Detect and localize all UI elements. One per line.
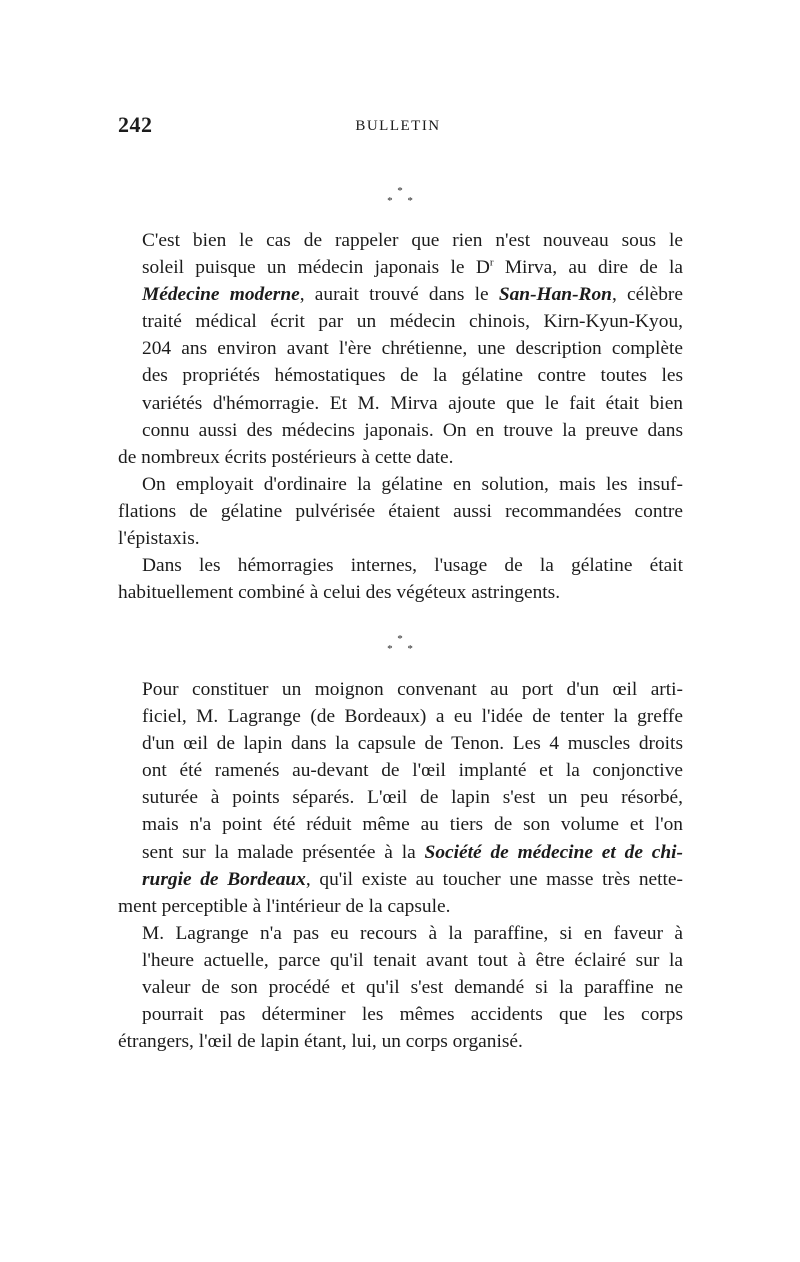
asterism-bottom-stars: * * xyxy=(387,195,419,207)
asterism-top-star: * xyxy=(397,185,403,197)
italic-title: rurgie de Bordeaux xyxy=(142,868,306,890)
italic-title: Médecine moderne xyxy=(142,284,300,306)
text-line: d'un œil de lapin dans la capsule de Tenon. Les 4 muscles droits xyxy=(142,733,683,755)
paragraph-end xyxy=(118,893,683,920)
running-head xyxy=(118,112,678,142)
text-line: étrangers, l'œil de lapin étant, lui, un corps organisé. xyxy=(118,1031,523,1053)
section-gelatine xyxy=(118,227,683,606)
paragraph xyxy=(118,471,683,525)
paragraph-end xyxy=(118,444,683,471)
text-line: On employait d'ordinaire la gélatine en solution, mais les insuf- xyxy=(142,473,683,495)
text-line: sent sur la malade présentée à la Société de médecine et de chi- xyxy=(142,841,683,863)
page-number: 242 xyxy=(118,112,153,137)
paragraph xyxy=(118,552,683,579)
asterism-divider xyxy=(0,634,800,654)
text-line: rurgie de Bordeaux, qu'il existe au toucher une masse très nette- xyxy=(142,868,683,890)
text-line: M. Lagrange n'a pas eu recours à la paraffine, si en faveur à xyxy=(142,922,683,944)
text-line: l'épistaxis. xyxy=(118,528,200,550)
text-line: habituellement combiné à celui des végéteux astringents. xyxy=(118,582,561,604)
text-line: valeur de son procédé et qu'il s'est demandé si la paraffine ne xyxy=(142,977,683,999)
text-line: mais n'a point été réduit même au tiers de son volume et l'on xyxy=(142,814,683,836)
asterism-top-star: * xyxy=(397,633,403,645)
paragraph-end xyxy=(118,579,683,606)
paragraph xyxy=(118,676,683,893)
text-line: soleil puisque un médecin japonais le $D^r$ Mirva, au dire de la xyxy=(142,256,684,279)
text-line: C'est bien le cas de rappeler que rien n'est nouveau sous le xyxy=(142,230,683,251)
text-line: pourrait pas déterminer les mêmes accidents que les corps xyxy=(142,1004,683,1026)
text-line: Médecine moderne, aurait trouvé dans le San-Han-Ron, célèbre xyxy=(142,284,683,306)
text-line: l'heure actuelle, parce qu'il tenait avant tout à être éclairé sur la xyxy=(142,949,683,971)
text-line: des propriétés hémostatiques de la gélatine contre toutes les xyxy=(142,365,683,387)
text-line: Pour constituer un moignon convenant au port d'un œil arti- xyxy=(142,679,683,700)
text-line: ficiel, M. Lagrange (de Bordeaux) a eu l'idée de tenter la greffe xyxy=(142,706,683,728)
text-line: suturée à points séparés. L'œil de lapin s'est un peu résorbé, xyxy=(142,787,683,809)
paragraph-end xyxy=(118,525,683,552)
text-line: ont été ramenés au-devant de l'œil implanté et la conjonctive xyxy=(142,760,683,782)
text-line: 204 ans environ avant l'ère chrétienne, une description complète xyxy=(142,338,683,360)
text-line: traité médical écrit par un médecin chinois, Kirn-Kyun-Kyou, xyxy=(142,311,683,333)
italic-title: San-Han-Ron xyxy=(498,284,612,306)
section-eye-graft xyxy=(118,676,683,1055)
text-line: flations de gélatine pulvérisée étaient aussi recommandées contre xyxy=(118,500,683,522)
text-line: Dans les hémorragies internes, l'usage de la gélatine était xyxy=(142,555,683,577)
paragraph xyxy=(118,920,683,1028)
asterism-divider xyxy=(0,186,800,206)
asterism-bottom-stars: * * xyxy=(387,643,419,655)
journal-title: BULLETIN xyxy=(355,118,441,134)
text-line: de nombreux écrits postérieurs à cette date. xyxy=(118,446,454,468)
paragraph-end xyxy=(118,1028,683,1055)
superscript: r xyxy=(489,256,494,269)
text-line: ment perceptible à l'intérieur de la capsule. xyxy=(118,895,451,917)
text-line: connu aussi des médecins japonais. On en trouve la preuve dans xyxy=(142,419,683,441)
paragraph xyxy=(118,227,683,444)
italic-title: Société de médecine et de chi- xyxy=(424,841,683,863)
text-line: variétés d'hémorragie. Et M. Mirva ajoute que le fait était bien xyxy=(142,392,683,414)
